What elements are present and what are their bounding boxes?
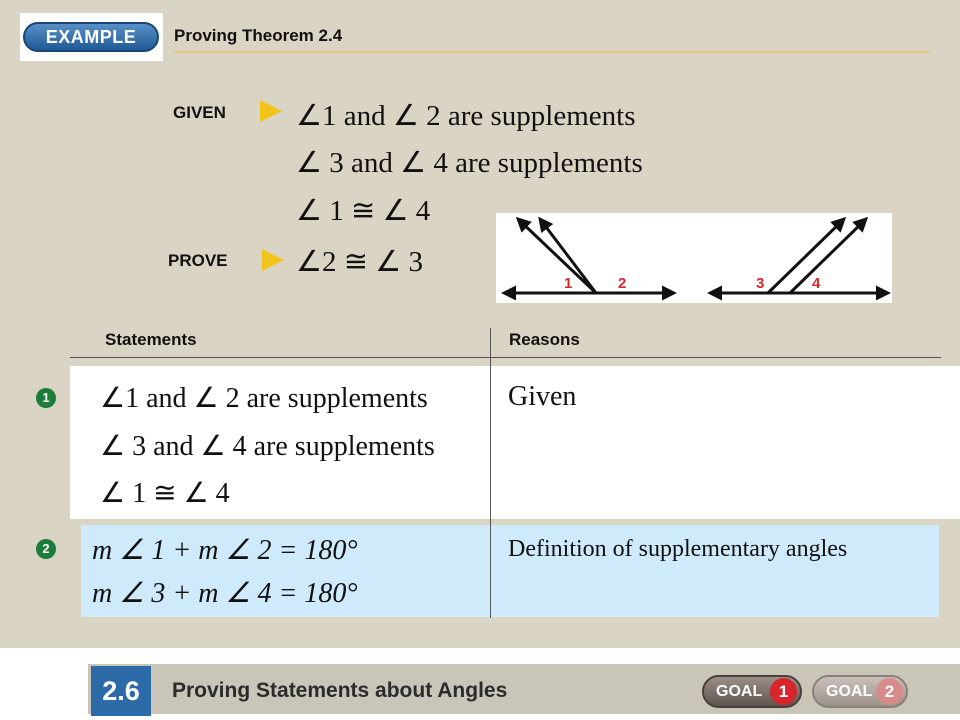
goal-2-button[interactable] — [812, 675, 908, 708]
angle-label-4: 4 — [812, 275, 821, 292]
angle-label-2: 2 — [618, 275, 627, 292]
statement-2-line-2: m ∠ 3 + m ∠ 4 = 180° — [92, 578, 358, 609]
table-header-divider — [70, 357, 941, 358]
angles-figure — [496, 213, 892, 303]
goal-1-button[interactable] — [702, 675, 802, 708]
statement-2-line-1: m ∠ 1 + m ∠ 2 = 180° — [92, 535, 358, 566]
angle-diagram — [496, 213, 892, 303]
column-divider — [490, 328, 491, 618]
reason-1: Given — [508, 381, 577, 412]
goal-1-label: GOAL — [716, 683, 763, 700]
statement-1-line-3: ∠ 1 ≅ ∠ 4 — [100, 478, 230, 509]
goal-2-number: 2 — [876, 678, 903, 705]
ray-right-3 — [768, 219, 844, 293]
section-number: 2.6 — [91, 666, 151, 716]
header-divider — [174, 51, 930, 53]
given-statement-3: ∠ 1 ≅ ∠ 4 — [296, 195, 431, 227]
ray-left-1 — [518, 219, 596, 293]
given-arrow-icon — [260, 100, 282, 122]
given-statement-1: ∠1 and ∠ 2 are supplements — [296, 100, 636, 132]
given-statement-2: ∠ 3 and ∠ 4 are supplements — [296, 147, 643, 179]
ray-right-4 — [790, 219, 866, 293]
prove-statement: ∠2 ≅ ∠ 3 — [296, 246, 424, 278]
step-badge-2: 2 — [36, 539, 56, 559]
example-title: Proving Theorem 2.4 — [174, 26, 343, 45]
example-badge — [20, 13, 163, 61]
given-label: GIVEN — [173, 103, 226, 122]
section-title: Proving Statements about Angles — [172, 679, 508, 702]
reason-2: Definition of supplementary angles — [508, 536, 848, 562]
statements-header: Statements — [105, 330, 197, 349]
goal-1-number: 1 — [770, 678, 797, 705]
goal-2-label: GOAL — [826, 683, 873, 700]
footer — [0, 648, 960, 720]
statement-1-line-1: ∠1 and ∠ 2 are supplements — [100, 383, 428, 414]
step-badge-1: 1 — [36, 388, 56, 408]
statement-1-line-2: ∠ 3 and ∠ 4 are supplements — [100, 431, 435, 462]
angle-label-1: 1 — [564, 275, 573, 292]
example-label: EXAMPLE — [23, 22, 159, 52]
reasons-header: Reasons — [509, 330, 580, 349]
prove-arrow-icon — [262, 249, 284, 271]
prove-label: PROVE — [168, 251, 228, 270]
angle-label-3: 3 — [756, 275, 765, 292]
